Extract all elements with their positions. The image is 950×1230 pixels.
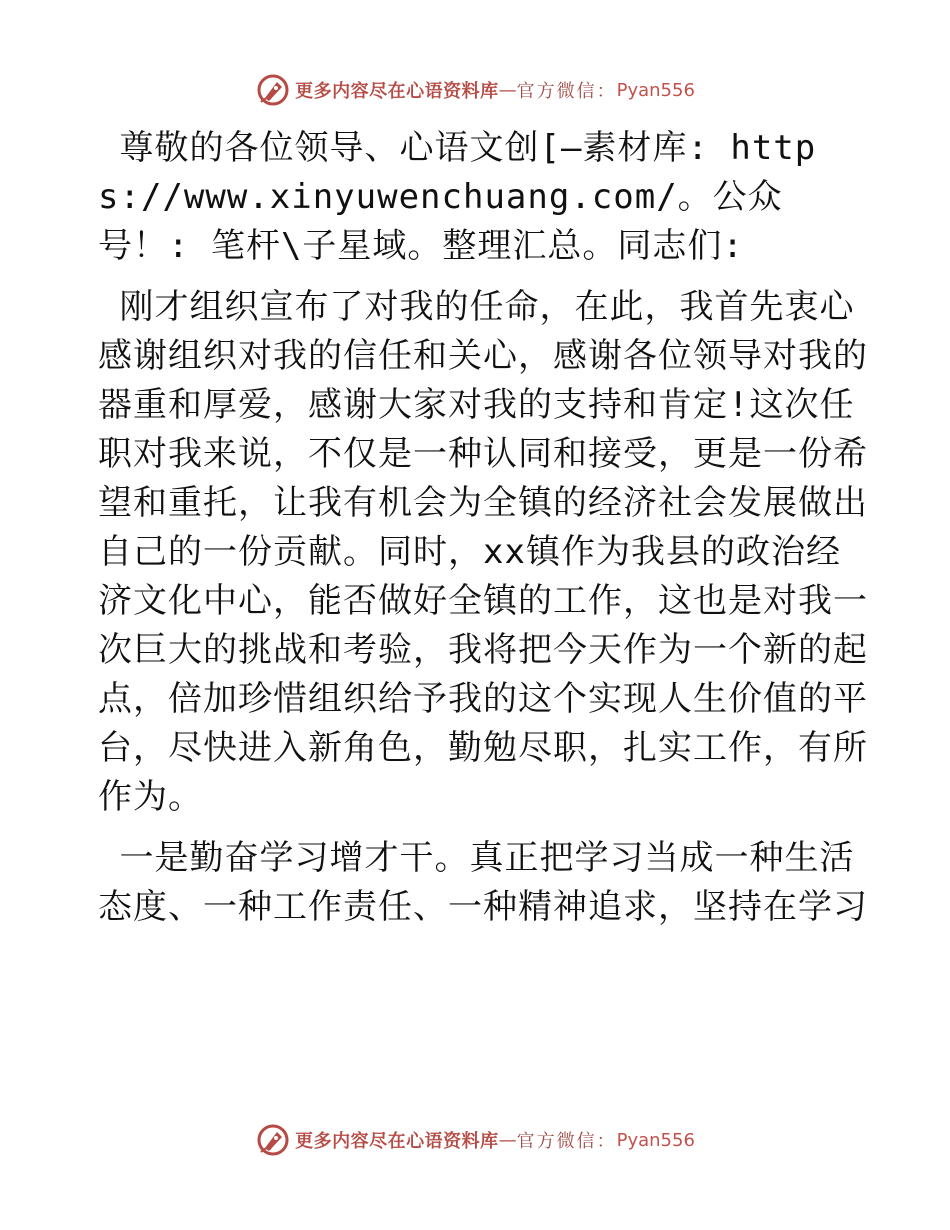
watermark-brand-text: 更多内容尽在心语资料库 — [295, 81, 499, 102]
paragraph-greeting: 尊敬的各位领导、心语文创[—素材库: https://www.xinyuwenchuang.com/。公众号！: 笔杆\子星域。整理汇总。同志们: — [98, 128, 817, 266]
pen-nib-circle-icon — [255, 1122, 291, 1158]
header-watermark — [0, 70, 950, 110]
watermark-separator: — — [498, 79, 517, 101]
watermark-separator: — — [498, 1129, 517, 1151]
pen-nib-circle-icon — [255, 72, 291, 108]
paragraph-point-one: 一是勤奋学习增才干。真正把学习当成一种生活态度、一种工作责任、一种精神追求，坚持在学习 — [98, 838, 868, 927]
watermark-wechat-id: Pyan556 — [616, 1129, 695, 1151]
document-body — [98, 124, 868, 944]
watermark-wechat-label: 官方微信： — [516, 81, 617, 102]
paragraph-thanks: 刚才组织宣布了对我的任命，在此，我首先衷心感谢组织对我的信任和关心，感谢各位领导对我的器重和厚爱，感谢大家对我的支持和肯定!这次任职对我来说，不仅是一种认同和接受，更是一份希望和重托，让我有机会为全镇的经济社会发展做出自己的一份贡献。同时，xx镇作为我县的政治经济文化中心，能否做好全镇的工作，这也是对我一次巨大的挑战和考验，我将把今天作为一个新的起点，倍加珍惜组织给予我的这个实现人生价值的平台，尽快进入新角色，勤勉尽职，扎实工作，有所作为。 — [98, 287, 868, 817]
watermark-wechat-label: 官方微信： — [516, 1131, 617, 1152]
watermark-brand-text: 更多内容尽在心语资料库 — [295, 1131, 499, 1152]
footer-watermark — [0, 1120, 950, 1160]
watermark-wechat-id: Pyan556 — [616, 79, 695, 101]
